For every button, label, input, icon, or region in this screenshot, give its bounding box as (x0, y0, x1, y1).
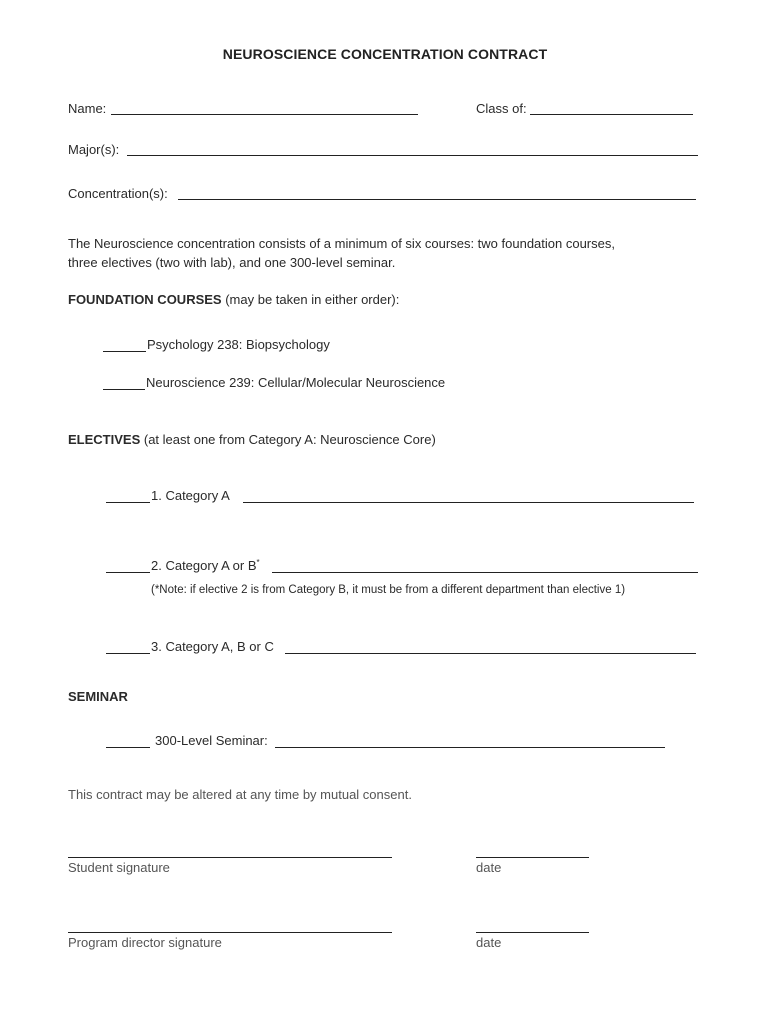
name-label: Name: (68, 101, 107, 116)
majors-field[interactable] (127, 155, 698, 156)
seminar-check[interactable] (106, 747, 150, 748)
foundation-heading-note: (may be taken in either order): (221, 292, 400, 307)
foundation-heading-label: FOUNDATION COURSES (68, 292, 222, 307)
elective-3-check[interactable] (106, 653, 150, 654)
elective-3-label: 3. Category A, B or C (151, 639, 274, 654)
foundation-course-2-label: Neuroscience 239: Cellular/Molecular Neuroscience (146, 375, 446, 390)
footnote-mark: * (256, 558, 260, 567)
intro-text-line-1: The Neuroscience concentration consists of a minimum of six courses: two foundation courses, (68, 236, 615, 251)
elective-2-field[interactable] (272, 572, 698, 573)
elective-1-label: 1. Category A (151, 488, 230, 503)
elective-1-check[interactable] (106, 502, 150, 503)
director-signature-label: Program director signature (68, 935, 222, 950)
foundation-heading (68, 292, 399, 308)
electives-heading-label: ELECTIVES (68, 432, 141, 447)
elective-2-note: (*Note: if elective 2 is from Category B, it must be from a different department than elective 1) (151, 584, 626, 596)
elective-2-check[interactable] (106, 572, 150, 573)
concentrations-field[interactable] (178, 199, 696, 200)
seminar-label: 300-Level Seminar: (155, 733, 268, 748)
seminar-field[interactable] (275, 747, 665, 748)
seminar-heading: SEMINAR (68, 689, 128, 704)
page-title: NEUROSCIENCE CONCENTRATION CONTRACT (222, 46, 548, 62)
name-field[interactable] (111, 114, 418, 115)
consent-text: This contract may be altered at any time by mutual consent. (68, 787, 412, 802)
elective-2-label (151, 558, 260, 574)
concentrations-label: Concentration(s): (68, 186, 168, 201)
director-date-label: date (476, 935, 502, 950)
elective-1-field[interactable] (243, 502, 694, 503)
majors-label: Major(s): (68, 142, 120, 157)
director-signature-line[interactable] (68, 932, 392, 933)
electives-heading (68, 432, 436, 448)
elective-3-field[interactable] (285, 653, 696, 654)
class-of-label: Class of: (476, 101, 527, 116)
student-date-line[interactable] (476, 857, 589, 858)
class-of-field[interactable] (530, 114, 693, 115)
electives-heading-note: (at least one from Category A: Neuroscience Core) (140, 432, 436, 447)
student-signature-label: Student signature (68, 860, 170, 875)
foundation-course-1-label: Psychology 238: Biopsychology (147, 337, 330, 352)
foundation-course-1-check[interactable] (103, 351, 146, 352)
student-date-label: date (476, 860, 502, 875)
elective-2-text: 2. Category A or B (151, 558, 257, 573)
intro-text-line-2: three electives (two with lab), and one 300-level seminar. (68, 255, 396, 270)
foundation-course-2-check[interactable] (103, 389, 145, 390)
student-signature-line[interactable] (68, 857, 392, 858)
director-date-line[interactable] (476, 932, 589, 933)
